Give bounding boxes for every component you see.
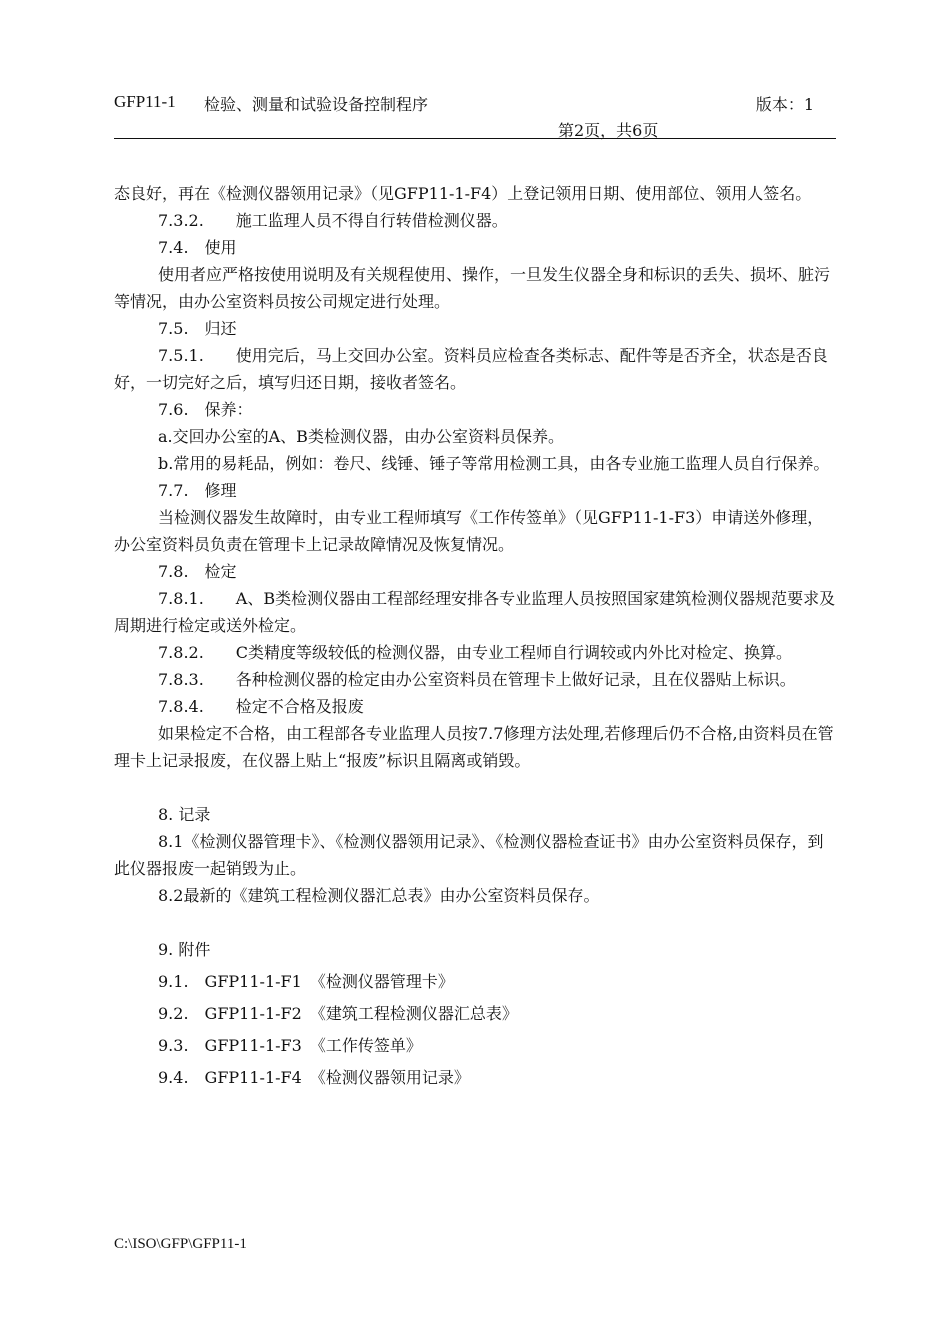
item-7-8-3: 7.8.3. 各种检测仪器的检定由办公室资料员在管理卡上做好记录，且在仪器贴上标识。 [158, 670, 796, 689]
section-7-5-heading: 7.5. 归还 [158, 319, 237, 338]
attachment-9-3: 9.3. GFP11-1-F3 《工作传签单》 [158, 1036, 422, 1055]
section-7-7-text: 当检测仪器发生故障时，由专业工程师填写《工作传签单》（见GFP11-1-F3）申请送外修理，办公室资料员负责在管理卡上记录故障情况及恢复情况。 [114, 508, 824, 554]
item-8-1: 8.1《检测仪器管理卡》、《检测仪器领用记录》、《检测仪器检查证书》由办公室资料员保存，到此仪器报废一起销毁为止。 [114, 832, 824, 878]
item-7-6-b: b.常用的易耗品，例如：卷尺、线锤、锤子等常用检测工具，由各专业施工监理人员自行保养。 [158, 454, 830, 473]
section-7-8-heading: 7.8. 检定 [158, 562, 237, 581]
section-9-heading: 9. 附件 [158, 940, 211, 959]
item-7-8-4-text: 如果检定不合格，由工程部各专业监理人员按7.7修理方法处理,若修理后仍不合格,由资料员在管理卡上记录报废，在仪器上贴上“报废”标识且隔离或销毁。 [114, 724, 834, 770]
section-7-7-heading: 7.7. 修理 [158, 481, 237, 500]
document-code: GFP11-1 [114, 92, 176, 111]
section-8-heading: 8. 记录 [158, 805, 211, 824]
spacer [114, 909, 838, 936]
item-7-3-2: 7.3.2. 施工监理人员不得自行转借检测仪器。 [158, 211, 508, 230]
item-8-2: 8.2最新的《建筑工程检测仪器汇总表》由办公室资料员保存。 [158, 886, 600, 905]
attachment-9-2: 9.2. GFP11-1-F2 《建筑工程检测仪器汇总表》 [158, 1004, 518, 1023]
attachment-9-4: 9.4. GFP11-1-F4 《检测仪器领用记录》 [158, 1068, 470, 1087]
attachment-9-1: 9.1. GFP11-1-F1 《检测仪器管理卡》 [158, 972, 454, 991]
section-7-4-text: 使用者应严格按使用说明及有关规程使用、操作，一旦发生仪器全身和标识的丢失、损坏、脏污等情况，由办公室资料员按公司规定进行处理。 [114, 265, 831, 311]
document-body [114, 180, 838, 1091]
section-7-4-heading: 7.4. 使用 [158, 238, 237, 257]
document-title: 检验、测量和试验设备控制程序 [204, 95, 429, 114]
item-7-8-1: 7.8.1. A、B类检测仪器由工程部经理安排各专业监理人员按照国家建筑检测仪器规范要求及周期进行检定或送外检定。 [114, 589, 836, 635]
file-path-footer: C:\ISO\GFP\GFP11-1 [114, 1236, 247, 1252]
page-number: 第2页，共6页 [558, 121, 659, 140]
version-label: 版本：1 [755, 95, 814, 114]
header-rule [114, 138, 836, 139]
paragraph-continued: 态良好，再在《检测仪器领用记录》（见GFP11-1-F4）上登记领用日期、使用部位、领用人签名。 [114, 184, 812, 203]
item-7-8-2: 7.8.2. C类精度等级较低的检测仪器，由专业工程师自行调较或内外比对检定、换算。 [158, 643, 793, 662]
page-header [114, 92, 836, 142]
item-7-5-1: 7.5.1. 使用完后，马上交回办公室。资料员应检查各类标志、配件等是否齐全，状态是否良好，一切完好之后，填写归还日期，接收者签名。 [114, 346, 828, 392]
spacer [114, 774, 838, 801]
item-7-8-4: 7.8.4. 检定不合格及报废 [158, 697, 364, 716]
section-7-6-heading: 7.6. 保养： [158, 400, 253, 419]
item-7-6-a: a.交回办公室的A、B类检测仪器，由办公室资料员保养。 [158, 427, 564, 446]
